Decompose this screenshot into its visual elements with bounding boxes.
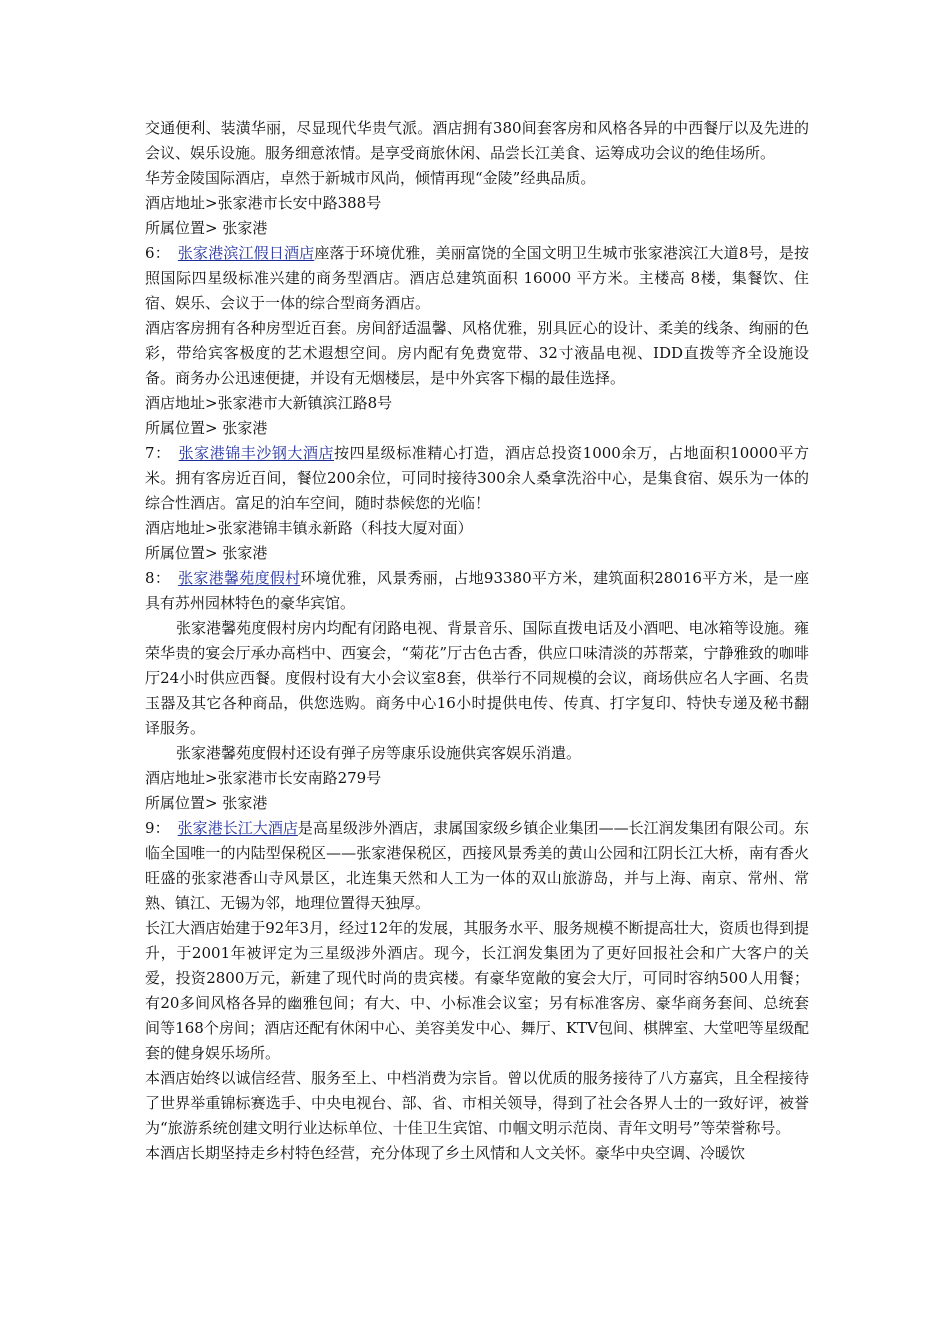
hotel-description: 张家港馨苑度假村还设有弹子房等康乐设施供宾客娱乐消遣。 [176, 744, 582, 762]
entry-number: 7： [145, 444, 171, 462]
entry-lead-text: 座落于环境优雅，美丽富饶的全国文明卫生城市张家港滨江大道8号，是按照国际四星级标准兴建的商务型酒店。酒店总建筑面积 16000 平方米。主楼高 8楼，集餐饮、住宿、娱乐、会议于一体的综合型商务酒店。 [145, 244, 810, 312]
entry-lead-text: 按四星级标准精心打造，酒店总投资1000余万，占地面积10000平方米。拥有客房近百间，餐位200余位，可同时接待300余人桑拿洗浴中心，是集食宿、娱乐为一体的综合性酒店。富足的泊车空间，随时恭候您的光临！ [145, 444, 809, 512]
hotel-description: 本酒店始终以诚信经营、服务至上、中档消费为宗旨。曾以优质的服务接待了八方嘉宾，且全程接待了世界举重锦标赛选手、中央电视台、部、省、市相关领导，得到了社会各界人士的一致好评，被誉为“旅游系统创建文明行业达标单位、十佳卫生宾馆、巾帼文明示范岗、青年文明号”等荣誉称号。 [145, 1069, 809, 1137]
hotel-entry-9 [145, 816, 809, 916]
hotel-location: 所属位置> 张家港 [145, 794, 268, 812]
hotel-address: 酒店地址>张家港市长安中路388号 [145, 194, 382, 212]
hotel-link-xinyuan-resort[interactable]: 张家港馨苑度假村 [178, 569, 301, 587]
hotel-entry-7 [145, 441, 809, 516]
hotel-address: 酒店地址>张家港市大新镇滨江路8号 [145, 394, 393, 412]
hotel-address: 酒店地址>张家港锦丰镇永新路（科技大厦对面） [145, 519, 473, 537]
entry-lead-text: 环境优雅，风景秀丽，占地93380平方米，建筑面积28016平方米，是一座具有苏州园林特色的豪华宾馆。 [145, 569, 809, 612]
entry-number: 9： [145, 819, 170, 837]
hotel-location: 所属位置> 张家港 [145, 419, 268, 437]
hotel-location: 所属位置> 张家港 [145, 219, 268, 237]
hotel-link-binjiang-holiday[interactable]: 张家港滨江假日酒店 [177, 244, 315, 262]
hotel-description: 长江大酒店始建于92年3月，经过12年的发展，其服务水平、服务规模不断提高壮大，资质也得到提升，于2001年被评定为三星级涉外酒店。现今，长江润发集团为了更好回报社会和广大客户的关爱，投资2800万元，新建了现代时尚的贵宾楼。有豪华宽敞的宴会大厅，可同时容纳500人用餐；有20多间风格各异的幽雅包间；有大、中、小标准会议室；另有标准客房、豪华商务套间、总统套间等168个房间；酒店还配有休闲中心、美容美发中心、舞厅、KTV包间、棋牌室、大堂吧等星级配套的健身娱乐场所。 [145, 919, 809, 1062]
hotel-description: 酒店客房拥有各种房型近百套。房间舒适温馨、风格优雅，别具匠心的设计、柔美的线条、绚丽的色彩，带给宾客极度的艺术遐想空间。房内配有免费宽带、32寸液晶电视、IDD直拨等齐全设施设备。商务办公迅速便捷，并设有无烟楼层，是中外宾客下榻的最佳选择。 [145, 319, 809, 387]
entry-number: 6： [145, 244, 170, 262]
hotel-link-jinfeng-shagang[interactable]: 张家港锦丰沙钢大酒店 [178, 444, 335, 462]
document-body [145, 116, 809, 1166]
entry-lead-text: 是高星级涉外酒店，隶属国家级乡镇企业集团——长江润发集团有限公司。东临全国唯一的内陆型保税区——张家港保税区，西接风景秀美的黄山公园和江阴长江大桥，南有香火旺盛的张家港香山寺风景区，北连集天然和人工为一体的双山旅游岛，并与上海、南京、常州、常熟、镇江、无锡为邻，地理位置得天独厚。 [145, 819, 809, 912]
entry-number: 8： [145, 569, 171, 587]
hotel-entry-6 [145, 241, 809, 316]
intro-paragraph: 交通便利、装潢华丽，尽显现代华贵气派。酒店拥有380间套客房和风格各异的中西餐厅以及先进的会议、娱乐设施。服务细意浓情。是享受商旅休闲、品尝长江美食、运筹成功会议的绝佳场所。 [145, 119, 809, 162]
intro-paragraph: 华芳金陵国际酒店，卓然于新城市风尚，倾情再现“金陵”经典品质。 [145, 169, 596, 187]
hotel-entry-8 [145, 566, 809, 616]
hotel-address: 酒店地址>张家港市长安南路279号 [145, 769, 382, 787]
hotel-location: 所属位置> 张家港 [145, 544, 268, 562]
hotel-link-changjiang[interactable]: 张家港长江大酒店 [177, 819, 298, 837]
hotel-description: 张家港馨苑度假村房内均配有闭路电视、背景音乐、国际直拨电话及小酒吧、电冰箱等设施。雍荣华贵的宴会厅承办高档中、西宴会，“菊花”厅古色古香，供应口味清淡的苏帮菜，宁静雅致的咖啡厅24小时供应西餐。度假村设有大小会议室8套，供举行不同规模的会议，商场供应名人字画、名贵玉器及其它各种商品，供您选购。商务中心16小时提供电传、传真、打字复印、特快专递及秘书翻译服务。 [145, 619, 809, 737]
hotel-description: 本酒店长期坚持走乡村特色经营，充分体现了乡土风情和人文关怀。豪华中央空调、冷暖饮 [145, 1144, 746, 1162]
